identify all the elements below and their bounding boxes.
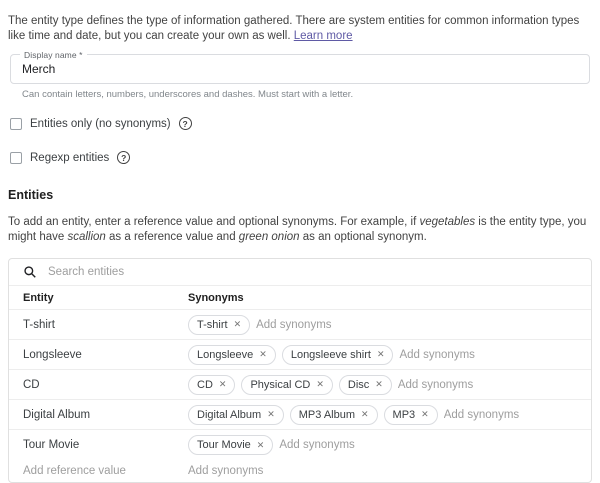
entity-rows [9,310,591,460]
synonym-chip-label: MP3 Album [298,408,355,421]
synonym-chip[interactable] [188,405,284,425]
close-icon[interactable]: ✕ [256,439,265,450]
synonym-chip[interactable] [188,345,276,365]
synonym-chip-label: MP3 [392,408,416,421]
synonym-chip-label: CD [197,378,213,391]
entities-table-card [8,258,592,483]
regexp-option [10,151,592,164]
desc-text: as a reference value and [105,231,239,243]
entity-name: Tour Movie [23,439,80,451]
display-name-value[interactable]: Merch [22,62,56,76]
entity-name: Longsleeve [23,348,82,361]
entities-heading: Entities [8,188,54,202]
synonym-chip-label: Disc [347,378,370,391]
desc-text: To add an entity, enter a reference value and optional synonyms. For example, if [8,216,420,228]
add-synonyms-input[interactable] [444,409,574,421]
desc-text: is the entity type, you might have [8,216,587,243]
help-icon[interactable]: ? [179,117,192,130]
synonym-list [188,431,577,459]
synonym-chip-label: Digital Album [197,408,262,421]
table-row [9,400,591,430]
close-icon[interactable]: ✕ [376,349,385,359]
close-icon[interactable]: ✕ [218,379,227,389]
close-icon[interactable]: ✕ [361,409,369,419]
column-header-synonyms: Synonyms [188,291,244,304]
entities-only-checkbox[interactable] [10,118,22,130]
entity-name: T-shirt [23,318,55,331]
search-bar [9,259,591,286]
add-reference-value-input[interactable] [23,465,153,477]
help-icon[interactable]: ? [117,151,130,164]
table-row [9,430,591,460]
add-synonyms-input[interactable] [399,349,529,361]
desc-italic: vegetables [419,216,476,228]
synonym-chip-label: Longsleeve [197,348,254,361]
desc-italic: scallion [67,231,106,243]
synonym-chip[interactable] [188,435,273,455]
close-icon[interactable]: ✕ [375,379,383,389]
entities-only-option [10,117,592,130]
close-icon[interactable]: ✕ [259,349,267,359]
synonym-chip[interactable] [339,375,392,395]
learn-more-link[interactable]: Learn more [293,29,353,42]
search-input[interactable] [48,266,577,278]
synonym-chip[interactable] [282,345,394,365]
desc-text: as an optional synonym. [299,231,427,243]
synonym-list [188,371,577,399]
table-row [9,340,591,370]
close-icon[interactable]: ✕ [233,319,242,329]
desc-italic: green onion [238,231,300,243]
entities-description [8,215,592,245]
synonym-list [188,311,577,339]
add-synonyms-input[interactable] [398,379,528,391]
synonym-chip[interactable] [290,405,378,425]
synonym-list [188,341,577,369]
add-synonyms-input[interactable] [279,439,409,451]
synonym-chip-label: Tour Movie [197,439,251,451]
synonym-chip[interactable] [188,375,235,395]
synonym-chip-label: Longsleeve shirt [290,348,371,361]
intro-paragraph [8,14,592,43]
table-row [9,310,591,340]
entities-only-label: Entities only (no synonyms) [30,117,171,130]
search-icon [23,265,37,279]
synonym-chip-label: Physical CD [250,378,311,391]
synonym-chip[interactable] [384,405,438,425]
regexp-checkbox[interactable] [10,152,22,164]
synonym-chip[interactable] [241,375,332,395]
synonym-chip-label: T-shirt [197,318,228,331]
regexp-label: Regexp entities [30,151,110,164]
close-icon[interactable]: ✕ [267,409,275,419]
display-name-field[interactable] [10,50,590,84]
add-synonyms-input[interactable] [188,465,318,477]
table-header [9,286,591,310]
synonym-chip[interactable] [188,315,250,335]
close-icon[interactable]: ✕ [421,409,429,419]
synonym-list [188,401,577,429]
entity-name: Digital Album [23,408,91,421]
intro-text: The entity type defines the type of information gathered. There are system entities for common information types like time and date, but you can create your own as well. [8,15,580,42]
add-entity-row [9,460,591,482]
column-header-entity: Entity [23,291,54,304]
close-icon[interactable]: ✕ [316,379,324,389]
add-synonyms-input[interactable] [256,319,386,331]
table-row [9,370,591,400]
display-name-label: Display name * [20,50,87,60]
entity-name: CD [23,378,40,391]
display-name-helper: Can contain letters, numbers, underscores and dashes. Must start with a letter. [22,89,354,100]
